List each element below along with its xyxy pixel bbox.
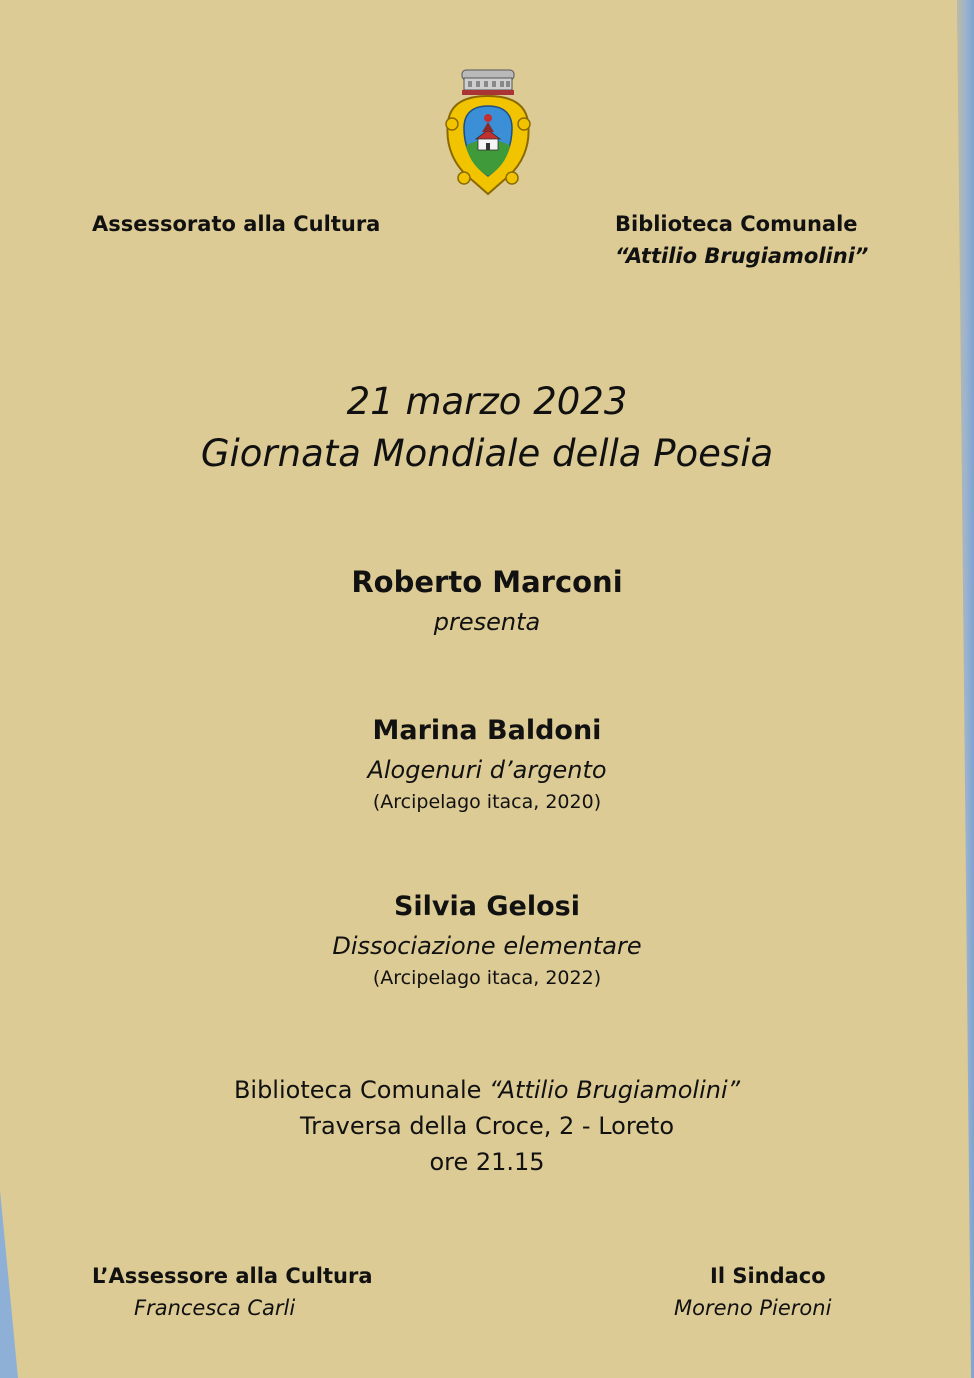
- presenter-verb: presenta: [433, 608, 541, 636]
- header-right-library-name: “Attilio Brugiamolini”: [615, 244, 869, 268]
- header-right-biblioteca: Biblioteca Comunale: [615, 212, 858, 236]
- signature-left-name: Francesca Carli: [134, 1296, 296, 1320]
- venue-library-name: “Attilio Brugiamolini”: [489, 1076, 741, 1104]
- signature-right-name: Moreno Pieroni: [674, 1296, 832, 1320]
- presenter-name: Roberto Marconi: [351, 565, 623, 599]
- author-name: Marina Baldoni: [372, 715, 602, 746]
- venue-library-label: Biblioteca Comunale: [233, 1076, 490, 1104]
- signature-right-title: Il Sindaco: [710, 1264, 826, 1288]
- author-publisher: (Arcipelago itaca, 2020): [372, 791, 602, 813]
- event-title: Giornata Mondiale della Poesia: [200, 432, 774, 475]
- event-date: 21 marzo 2023: [346, 380, 628, 423]
- venue-address: Traversa della Croce, 2 - Loreto: [299, 1112, 675, 1140]
- venue-line-library: [0, 1076, 974, 1104]
- author-book-title: Alogenuri d’argento: [367, 756, 607, 784]
- municipal-coat-of-arms-icon: [442, 66, 534, 198]
- author-name: Silvia Gelosi: [393, 891, 581, 922]
- signature-left-title: L’Assessore alla Cultura: [92, 1264, 373, 1288]
- author-publisher: (Arcipelago itaca, 2022): [372, 967, 602, 989]
- author-book-title: Dissociazione elementare: [332, 932, 642, 960]
- venue-time: ore 21.15: [429, 1148, 545, 1176]
- header-left-assessorato: Assessorato alla Cultura: [92, 212, 381, 236]
